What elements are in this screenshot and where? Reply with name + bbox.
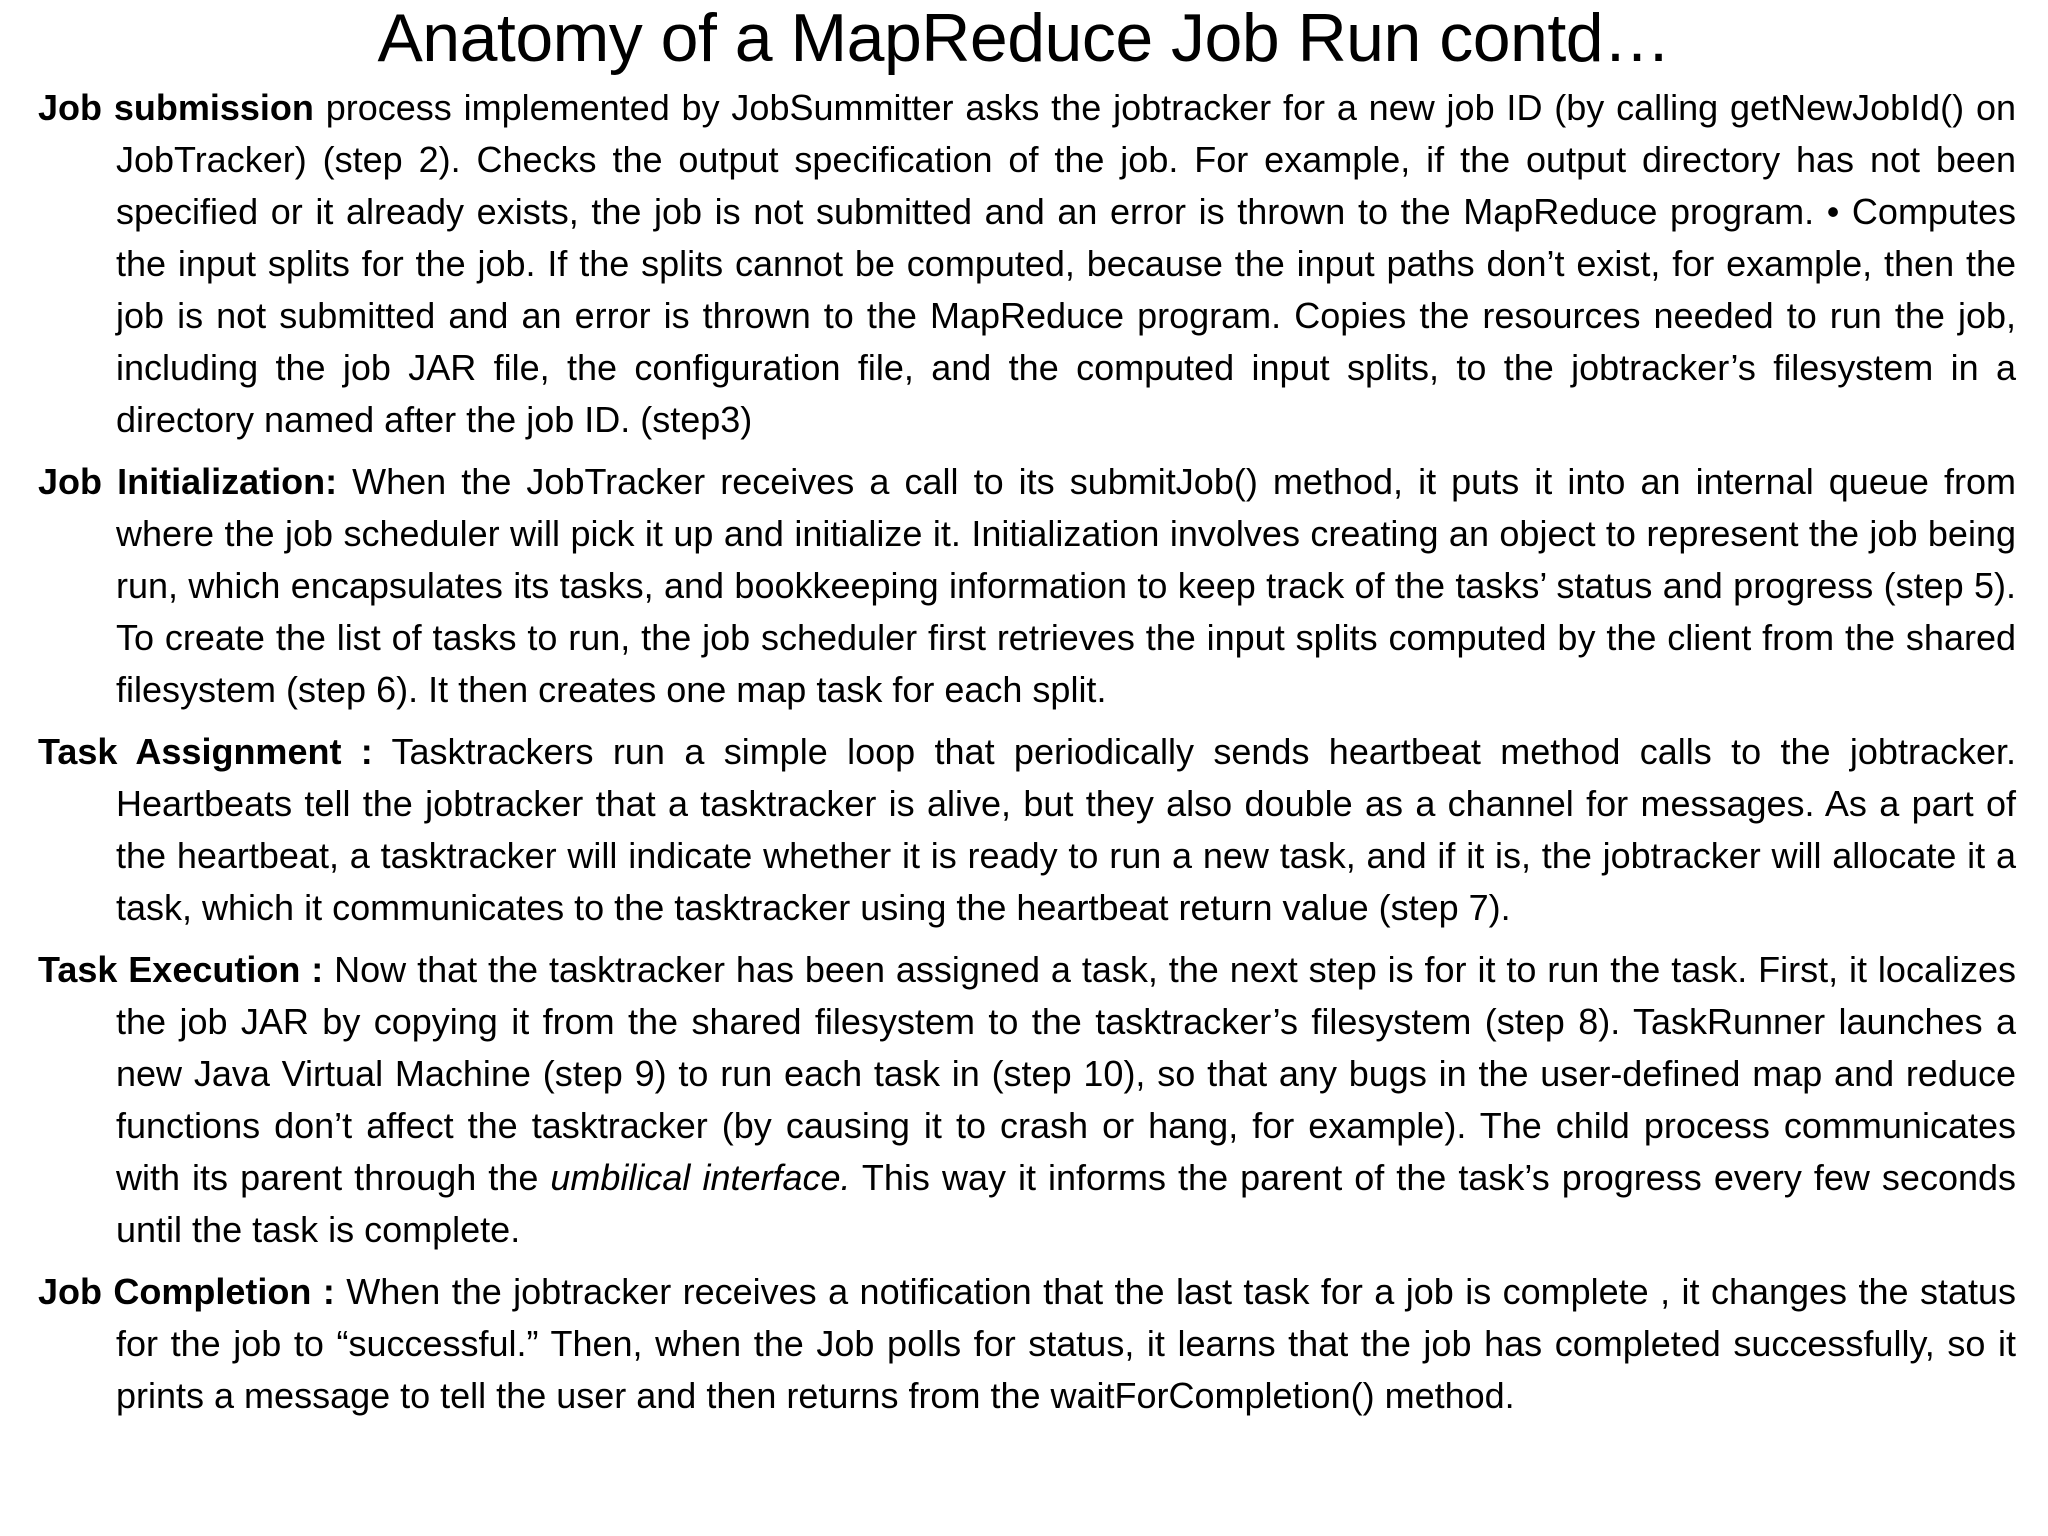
slide-title: Anatomy of a MapReduce Job Run contd… (377, 0, 1671, 76)
slide-body (38, 82, 2016, 1432)
section-heading: Job submission (38, 87, 314, 128)
section-heading: Task Execution : (38, 949, 324, 990)
section-heading: Task Assignment : (38, 731, 373, 772)
section-text: Now that the tasktracker has been assigned a task, the next step is for it to run the task. First, it localizes the job JAR by copying it from the shared filesystem to the tasktracker’s filesystem (step 8). TaskRunner launches a new Java Virtual Machine (step 9) to run each task in (step 10), so that any bugs in the user-defined map and reduce functions don’t affect the tasktracker (by causing it to crash or hang, for example). The child process communicates with its parent through the (116, 949, 2016, 1198)
section-task-assignment (38, 726, 2016, 934)
section-text: process implemented by JobSummitter asks the jobtracker for a new job ID (by calling getNewJobId() on JobTracker) (step 2). Checks the output specification of the job. For example, if the output directory has not been specified or it already exists, the job is not submitted and an error is thrown to the MapReduce program. • Computes the input splits for the job. If the splits cannot be computed, because the input paths don’t exist, for example, then the job is not submitted and an error is thrown to the MapReduce program. Copies the resources needed to run the job, including the job JAR file, the configuration file, and the computed input splits, to the jobtracker’s filesystem in a directory named after the job ID. (step3) (116, 87, 2017, 440)
section-text: When the jobtracker receives a notification that the last task for a job is complete , it changes the status for the job to “successful.” Then, when the Job polls for status, it learns that the job has completed successfully, so it prints a message to tell the user and then returns from the waitForCompletion() method. (116, 1271, 2016, 1416)
section-text: Tasktrackers run a simple loop that periodically sends heartbeat method calls to the jobtracker. Heartbeats tell the jobtracker that a tasktracker is alive, but they also double as a channel for messages. As a part of the heartbeat, a tasktracker will indicate whether it is ready to run a new task, and if it is, the jobtracker will allocate it a task, which it communicates to the tasktracker using the heartbeat return value (step 7). (116, 731, 2016, 928)
section-job-initialization (38, 456, 2016, 716)
section-text-continued: This way it informs the parent of the task’s progress every few seconds until the task is complete. (116, 1157, 2017, 1250)
section-job-completion (38, 1266, 2016, 1422)
section-heading: Job Completion : (38, 1271, 335, 1312)
section-emphasis: umbilical interface. (550, 1157, 851, 1198)
section-heading: Job Initialization: (38, 461, 338, 502)
section-task-execution (38, 944, 2016, 1256)
section-text: When the JobTracker receives a call to its submitJob() method, it puts it into an internal queue from where the job scheduler will pick it up and initialize it. Initialization involves creating an object to represent the job being run, which encapsulates its tasks, and bookkeeping information to keep track of the tasks’ status and progress (step 5). To create the list of tasks to run, the job scheduler first retrieves the input splits computed by the client from the shared filesystem (step 6). It then creates one map task for each split. (116, 461, 2016, 710)
section-job-submission (38, 82, 2016, 446)
